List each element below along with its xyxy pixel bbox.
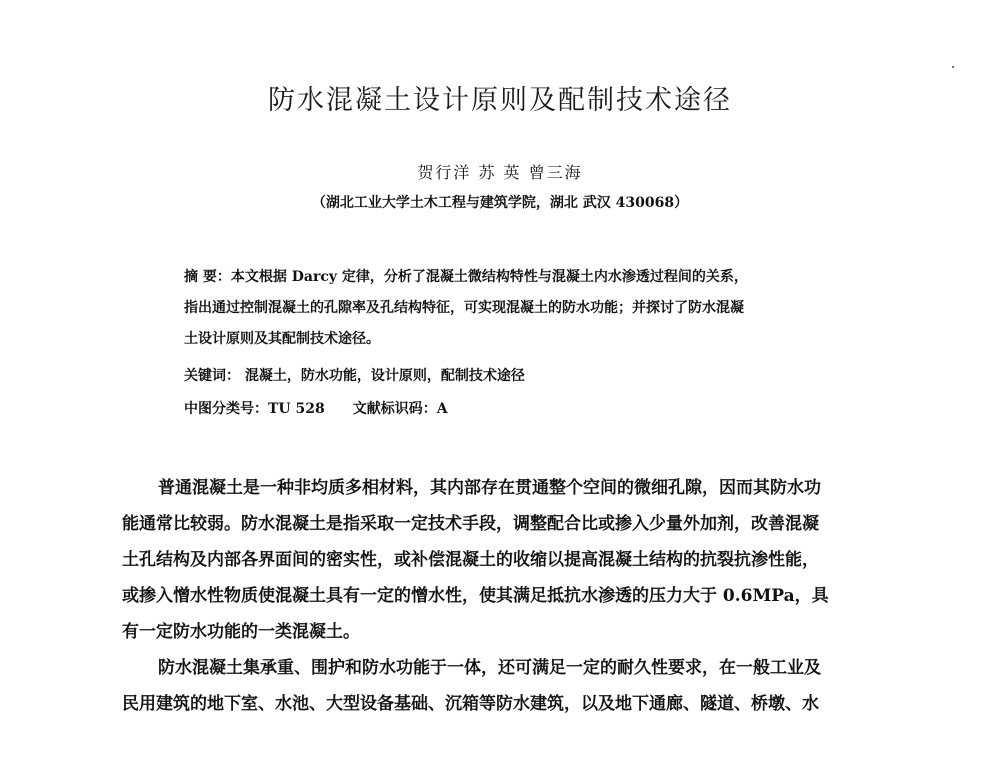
keywords: 关键词： 混凝土，防水功能，设计原则，配制技术途径	[184, 368, 525, 384]
body-line: 有一定防水功能的一类混凝土。	[122, 622, 360, 642]
body-line: 民用建筑的地下室、水池、大型设备基础、沉箱等防水建筑，以及地下通廊、隧道、桥墩、水	[122, 694, 819, 714]
abstract-line: 土设计原则及其配制技术途径。	[184, 331, 380, 347]
body-line: 防水混凝土集承重、围护和防水功能于一体，还可满足一定的耐久性要求，在一般工业及	[158, 658, 821, 678]
affiliation: （湖北工业大学土木工程与建筑学院，湖北 武汉 430068）	[311, 195, 689, 211]
body-line: 普通混凝土是一种非均质多相材料，其内部存在贯通整个空间的微细孔隙，因而其防水功	[158, 478, 821, 498]
abstract-line: 指出通过控制混凝土的孔隙率及孔结构特征，可实现混凝土的防水功能；并探讨了防水混凝	[184, 300, 744, 316]
body-line: 能通常比较弱。防水混凝土是指采取一定技术手段，调整配合比或掺入少量外加剂，改善混凝	[122, 514, 819, 534]
document-code: 文献标识码：A	[352, 401, 448, 417]
paper-title: 防水混凝土设计原则及配制技术途径	[268, 85, 732, 116]
scan-speck	[952, 66, 954, 68]
classification-line	[184, 399, 448, 419]
body-line: 土孔结构及内部各界面间的密实性，或补偿混凝土的收缩以提高混凝土结构的抗裂抗渗性能，	[122, 550, 819, 570]
clc-number: 中图分类号：TU 528	[184, 401, 325, 417]
abstract-line: 摘 要：本文根据 Darcy 定律，分析了混凝土微结构特性与混凝土内水渗透过程间的关系，	[184, 269, 748, 285]
abstract	[184, 262, 824, 355]
body-line: 或掺入憎水性物质使混凝土具有一定的憎水性，使其满足抵抗水渗透的压力大于 0.6MPa，具	[122, 586, 829, 606]
body-text	[122, 470, 882, 722]
author-list: 贺行洋 苏 英 曾三海	[417, 163, 583, 182]
